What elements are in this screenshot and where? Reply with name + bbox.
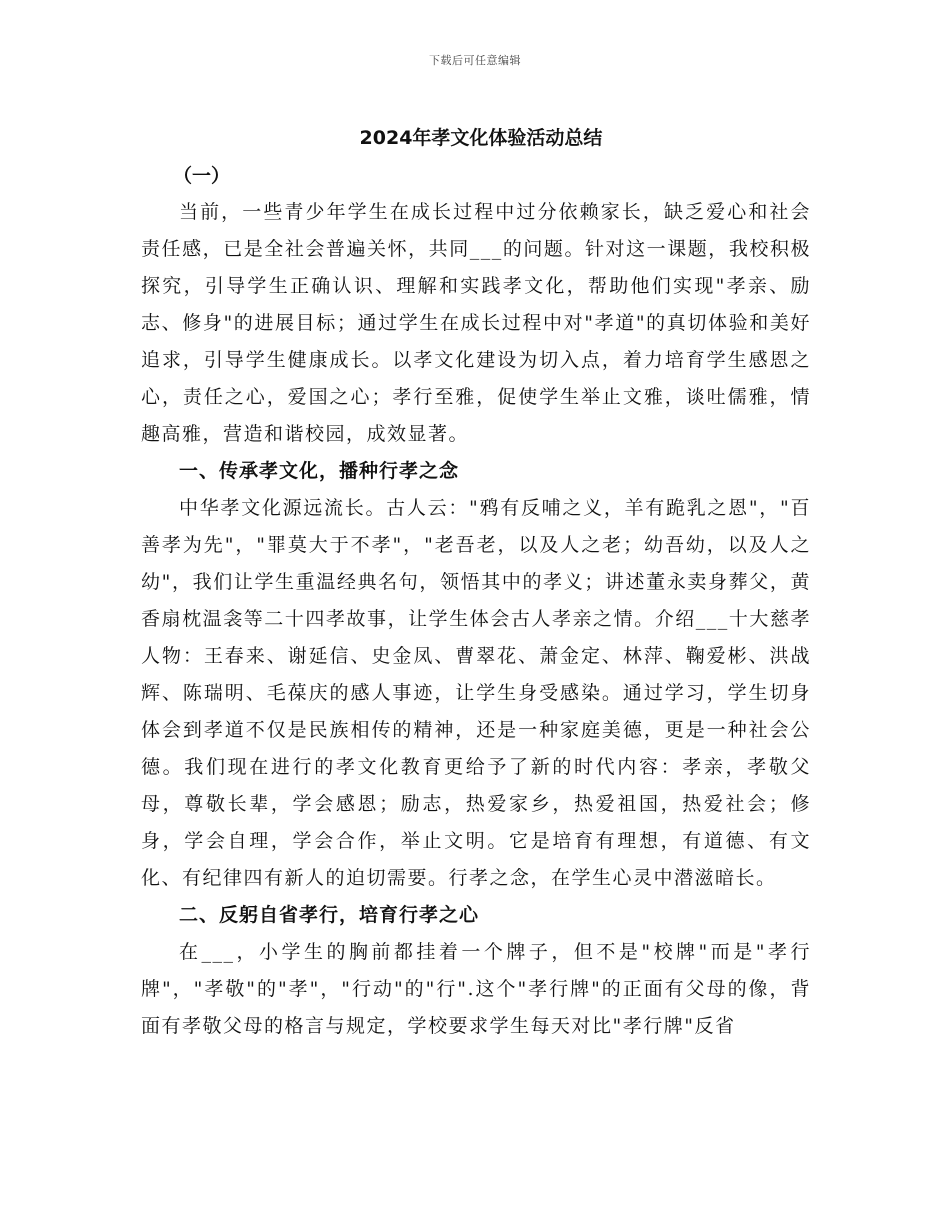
paragraph-2: 在___，小学生的胸前都挂着一个牌子，但不是"校牌"而是"孝行牌"，"孝敬"的"孝"，"行动"的"行".这个"孝行牌"的正面有父母的像，背面有孝敬父母的格言与规定，学校要求学生每天对比"孝行牌"反省	[141, 941, 811, 1037]
page-header-note: 下载后可任意编辑	[429, 54, 521, 67]
document-body	[141, 118, 811, 1045]
section-heading-1: 一、传承孝文化，播种行孝之念	[179, 460, 460, 482]
section-label: （一）	[173, 165, 231, 187]
paragraph-1: 中华孝文化源远流长。古人云："鸦有反哺之义，羊有跪乳之恩"，"百善孝为先"，"罪莫大于不孝"，"老吾老，以及人之老；幼吾幼，以及人之幼"，我们让学生重温经典名句，领悟其中的孝义；讲述董永卖身葬父，黄香扇枕温衾等二十四孝故事，让学生体会古人孝亲之情。介绍___十大慈孝人物：王春来、谢延信、史金凤、曹翠花、萧金定、林萍、鞠爱彬、洪战辉、陈瑞明、毛葆庆的感人事迹，让学生身受感染。通过学习，学生切身体会到孝道不仅是民族相传的精神，还是一种家庭美德，更是一种社会公德。我们现在进行的孝文化教育更给予了新的时代内容：孝亲，孝敬父母，尊敬长辈，学会感恩；励志，热爱家乡，热爱祖国，热爱社会；修身，学会自理，学会合作，举止文明。它是培育有理想，有道德、有文化、有纪律四有新人的迫切需要。行孝之念，在学生心灵中潜滋暗长。	[141, 497, 811, 889]
intro-paragraph: 当前，一些青少年学生在成长过程中过分依赖家长，缺乏爱心和社会责任感，已是全社会普遍关怀，共同___的问题。针对这一课题，我校积极探究，引导学生正确认识、理解和实践孝文化，帮助他们实现"孝亲、励志、修身"的进展目标；通过学生在成长过程中对"孝道"的真切体验和美好追求，引导学生健康成长。以孝文化建设为切入点，着力培育学生感恩之心，责任之心，爱国之心；孝行至雅，促使学生举止文雅，谈吐儒雅，情趣高雅，营造和谐校园，成效显著。	[141, 201, 811, 445]
section-heading-2: 二、反躬自省孝行，培育行孝之心	[179, 904, 480, 926]
document-title: 2024年孝文化体验活动总结	[359, 127, 603, 149]
